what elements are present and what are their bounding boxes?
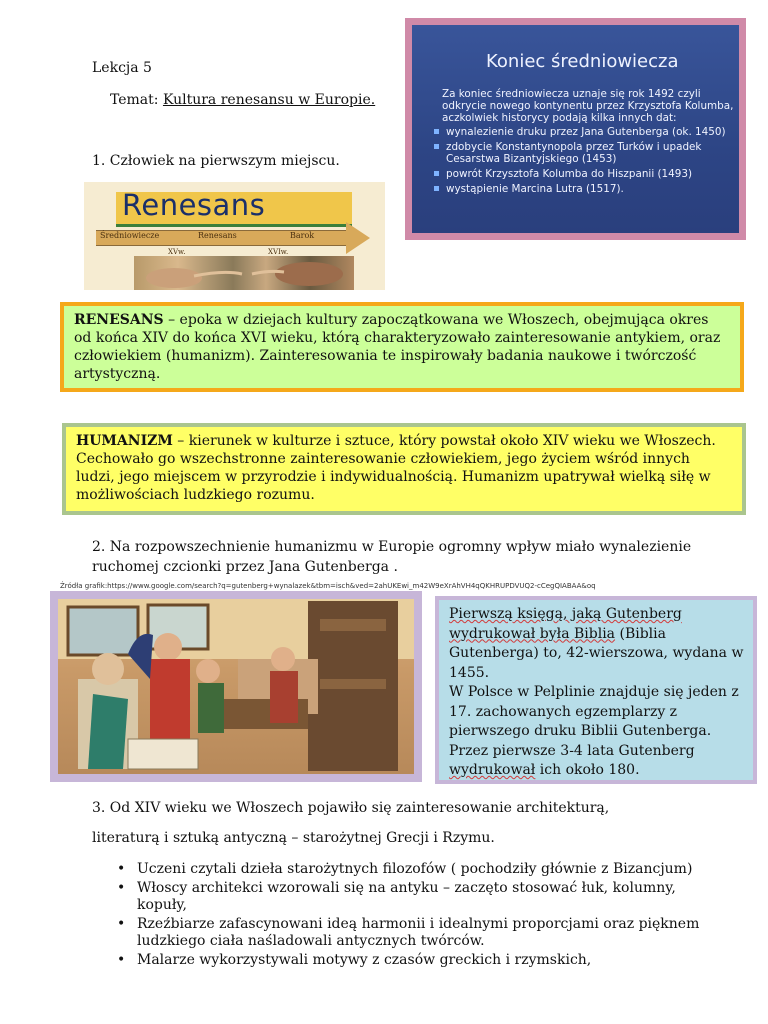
timeline-arrowhead	[346, 222, 370, 254]
gutenberg-image-frame	[50, 591, 422, 782]
print-count-start: Przez pierwsze 3-4 lata Gutenberg	[449, 742, 695, 759]
renesans-banner-image	[84, 182, 385, 290]
topic-title: Kultura renesansu w Europie.	[162, 92, 376, 108]
slide-bullet: powrót Krzysztofa Kolumba do Hiszpanii (1493)	[434, 168, 734, 180]
print-count-verb: wydrukował	[449, 762, 536, 778]
list-item: • Włoscy architekci wzorowali się na antyku – zaczęto stosować łuk, kolumny, kopuły,	[115, 880, 715, 915]
gutenberg-info-text	[449, 605, 749, 781]
renesans-definition-box	[60, 302, 744, 392]
slide-background	[412, 25, 739, 233]
century-label: XVIw.	[268, 248, 289, 256]
banner-title: Renesans	[122, 188, 266, 222]
section-2-text: 2. Na rozpowszechnienie humanizmu w Europie ogromny wpływ miało wynalezienie ruchomej czcionki przez Jana Gutenberga .	[92, 539, 692, 575]
slide-bullet: zdobycie Konstantynopola przez Turków i upadek Cesarstwa Bizantyjskiego (1453)	[434, 141, 734, 165]
section-3-line-2: literaturą i sztuką antyczną – starożytnej Grecji i Rzymu.	[92, 830, 495, 846]
painting-figures	[134, 256, 354, 290]
slide-bullet-list	[434, 126, 734, 195]
term-humanizm: HUMANIZM	[76, 433, 173, 449]
list-item: • Uczeni czytali dzieła starożytnych filozofów ( pochodziły głównie z Bizancjum)	[115, 861, 715, 879]
lesson-number: Lekcja 5	[92, 60, 152, 76]
pelplin-note: W Polsce w Pelplinie znajduje się jeden z 17. zachowanych egzemplarzy z pierwszego druku Biblii Gutenberga.	[449, 684, 739, 739]
era-label: Średniowiecze	[100, 231, 160, 240]
image-source-link[interactable]: Źródła grafik:https://www.google.com/search?q=gutenberg+wynalazek&tbm=isch&ved=2ahUKEwi_m42W9eXrAhVH4qQKHRUPDVUQ2-cCegQIABAA&oq	[60, 582, 596, 590]
century-label: XVw.	[168, 248, 186, 256]
slide-title: Koniec średniowiecza	[486, 51, 679, 72]
era-label: Renesans	[198, 231, 237, 240]
gutenberg-print-shop-image	[58, 599, 414, 774]
section-1-heading: 1. Człowiek na pierwszym miejscu.	[92, 153, 340, 169]
renesans-definition-text: – epoka w dziejach kultury zapoczątkowana we Włoszech, obejmująca okres od końca XIV do końca XVI wieku, którą charakteryzowało zainteresowanie antykiem, oraz człowiekiem (humanizm). Zainteresowania te inspirowały badania naukowe i twórczość artystyczną.	[74, 312, 721, 382]
gutenberg-info-frame	[435, 596, 757, 784]
slide-bullet: wynalezienie druku przez Jana Gutenberga (ok. 1450)	[434, 126, 734, 138]
slide-end-of-middle-ages	[405, 18, 746, 240]
renesans-definition	[74, 311, 724, 383]
topic-prefix: Temat:	[110, 92, 163, 108]
first-book-sentence: Pierwszą księgą, jaką Gutenberg wydrukował była Biblia	[449, 606, 682, 642]
term-renesans: RENESANS	[74, 312, 164, 328]
list-item: • Rzeźbiarze zafascynowani ideą harmonii i idealnymi proporcjami oraz pięknem ludzkiego ciała naśladowali antycznych twórców.	[115, 916, 715, 951]
print-shop-illustration	[58, 599, 414, 774]
slide-bullet: wystąpienie Marcina Lutra (1517).	[434, 183, 734, 195]
banner-title-plate	[116, 188, 352, 227]
section-3-line-1: 3. Od XIV wieku we Włoszech pojawiło się zainteresowanie architekturą,	[92, 800, 610, 816]
list-item: • Malarze wykorzystywali motywy z czasów greckich i rzymskich,	[115, 952, 715, 970]
section-3-bullet-list	[115, 861, 715, 970]
gutenberg-info-box	[439, 600, 753, 780]
creation-of-adam-painting	[134, 256, 354, 290]
slide-intro: Za koniec średniowiecza uznaje się rok 1492 czyli odkrycie nowego kontynentu przez Krzysztofa Kolumba, aczkolwiek historycy podają kilka innych dat:	[442, 88, 734, 124]
humanizm-definition-text: – kierunek w kulturze i sztuce, który powstał około XIV wieku we Włoszech. Cechowało go wszechstronne zainteresowanie człowiekiem, jego życiem wśród innych ludzi, jego miejscem w przyrodzie i indywidualnością. Humanizm upatrywał wielką siłę w możliwościach ludzkiego rozumu.	[76, 433, 716, 503]
lesson-topic	[110, 92, 375, 108]
era-label: Barok	[290, 231, 315, 240]
slide-body	[434, 88, 734, 198]
humanizm-definition	[76, 432, 726, 504]
print-count-end: ich około 180.	[535, 762, 640, 778]
bible-detail: (Biblia Gutenberga) to, 42-wierszowa, wydana w 1455.	[449, 625, 744, 681]
humanizm-definition-box	[62, 423, 746, 515]
